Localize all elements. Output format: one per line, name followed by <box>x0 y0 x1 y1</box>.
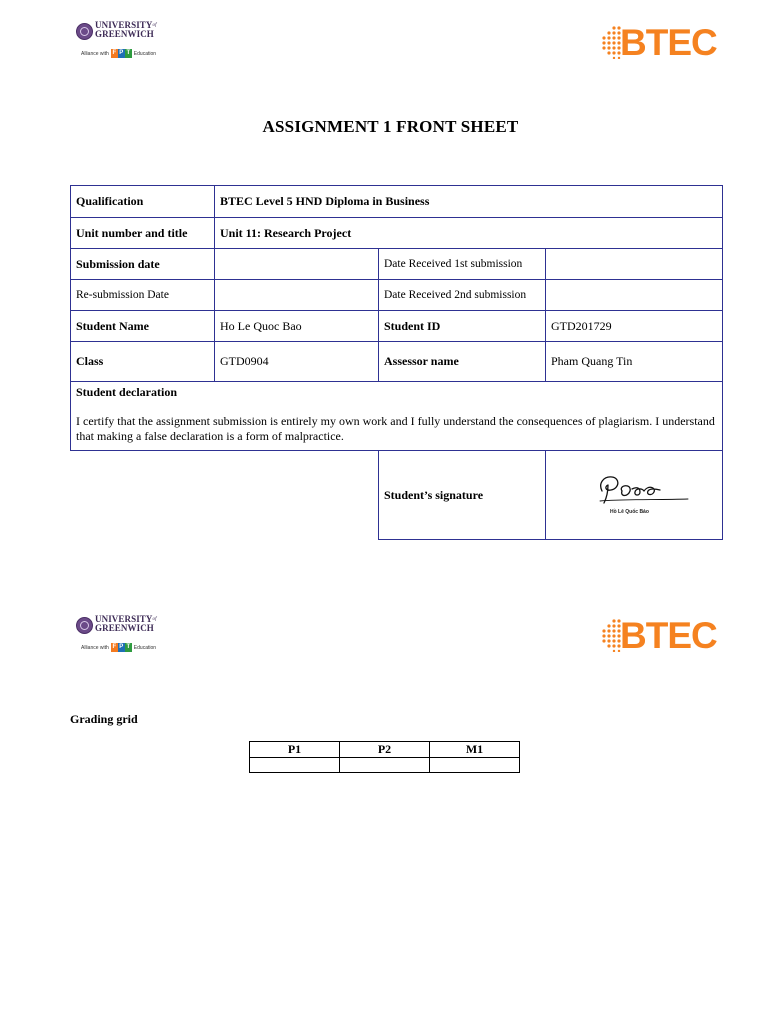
alliance-line: Alliance with F P T Education <box>81 50 157 57</box>
btec-logo <box>600 21 718 65</box>
grading-grid-table <box>249 741 520 773</box>
university-name: $UNIVERSITY^{of}$ GREENWICH <box>95 20 157 39</box>
declaration-text: I certify that the assignment submission is entirely my own work and I fully understand the consequences of plagiarism. I understand that making a false declaration is a form of malpractice. <box>76 414 715 443</box>
btec-wordmark: BTEC <box>620 615 717 656</box>
grading-value-row <box>250 758 520 773</box>
class-value: GTD0904 <box>215 342 379 382</box>
student-name-row <box>71 311 723 342</box>
signature-row <box>71 451 723 540</box>
resubmission-date-row <box>71 280 723 311</box>
alliance-line: Alliance with F P T Education <box>81 644 157 651</box>
signature-spacer <box>71 451 379 540</box>
btec-dots-icon <box>600 25 622 59</box>
date-received-2nd-value <box>546 280 723 311</box>
qualification-value: BTEC Level 5 HND Diploma in Business <box>215 186 723 218</box>
declaration-row <box>71 382 723 451</box>
student-id-value: GTD201729 <box>546 311 723 342</box>
greenwich-crest-icon <box>76 617 93 634</box>
declaration-heading: Student declaration <box>76 385 178 399</box>
student-declaration <box>71 382 723 451</box>
resubmission-date-label: Re-submission Date <box>71 280 215 311</box>
btec-logo-2 <box>600 614 718 658</box>
assessor-name-value: Pham Quang Tin <box>546 342 723 382</box>
student-name-label: Student Name <box>71 311 215 342</box>
university-of-greenwich-logo-2 <box>76 613 176 655</box>
btec-wordmark: BTEC <box>620 22 717 63</box>
student-name-value: Ho Le Quoc Bao <box>215 311 379 342</box>
grade-header-p1: P1 <box>250 742 340 758</box>
handwritten-signature <box>596 473 691 509</box>
btec-dots-icon <box>600 618 622 652</box>
university-of-greenwich-logo <box>76 19 176 61</box>
grade-value-m1 <box>430 758 520 773</box>
grade-header-p2: P2 <box>340 742 430 758</box>
unit-label: Unit number and title <box>71 218 215 249</box>
date-received-1st-label: Date Received 1st submission <box>379 249 546 280</box>
unit-value: Unit 11: Research Project <box>215 218 723 249</box>
assessor-name-label: Assessor name <box>379 342 546 382</box>
submission-date-row <box>71 249 723 280</box>
unit-row <box>71 218 723 249</box>
greenwich-crest-icon <box>76 23 93 40</box>
date-received-2nd-label: Date Received 2nd submission <box>379 280 546 311</box>
class-row <box>71 342 723 382</box>
qualification-label: Qualification <box>71 186 215 218</box>
signature-cell <box>546 451 723 540</box>
signature-printed-name: Hồ Lê Quốc Bảo <box>610 509 649 515</box>
class-label: Class <box>71 342 215 382</box>
fpt-logo-icon: F P T <box>112 50 131 56</box>
fpt-logo-icon: F P T <box>112 644 131 650</box>
grading-header-row <box>250 742 520 758</box>
student-id-label: Student ID <box>379 311 546 342</box>
grading-grid-label: Grading grid <box>70 712 138 726</box>
qualification-row <box>71 186 723 218</box>
submission-date-value <box>215 249 379 280</box>
front-sheet-table <box>70 185 723 540</box>
signature-label: Student’s signature <box>379 451 546 540</box>
date-received-1st-value <box>546 249 723 280</box>
university-name: $UNIVERSITY^{of}$ GREENWICH <box>95 614 157 633</box>
page-title: ASSIGNMENT 1 FRONT SHEET <box>262 117 519 136</box>
grade-header-m1: M1 <box>430 742 520 758</box>
submission-date-label: Submission date <box>71 249 215 280</box>
grade-value-p1 <box>250 758 340 773</box>
resubmission-date-value <box>215 280 379 311</box>
grade-value-p2 <box>340 758 430 773</box>
